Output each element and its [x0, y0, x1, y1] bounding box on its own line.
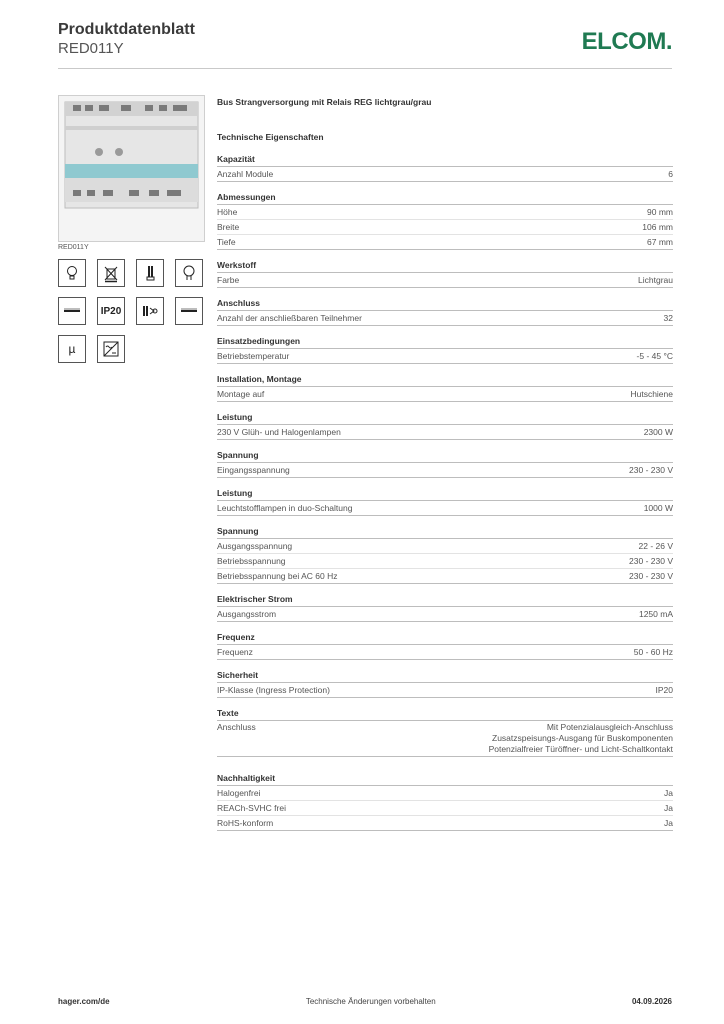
- spec-row: [217, 607, 673, 622]
- sustainability-group: [217, 773, 673, 831]
- spec-label: Betriebsspannung: [217, 556, 286, 566]
- page-title: Produktdatenblatt: [58, 21, 195, 38]
- spec-row: [217, 235, 673, 250]
- halogen-bulb-icon: [175, 259, 203, 287]
- group-title: Frequenz: [217, 632, 673, 645]
- spec-label: Höhe: [217, 207, 238, 217]
- spec-label: Eingangsspannung: [217, 465, 290, 475]
- spec-value: Ja: [664, 818, 673, 828]
- spec-group: [217, 670, 673, 698]
- spec-row: [217, 273, 673, 288]
- group-title: Leistung: [217, 412, 673, 425]
- spec-value: 90 mm: [647, 207, 673, 217]
- lamp-bulb-icon: [58, 259, 86, 287]
- spec-row: [217, 539, 673, 554]
- spec-value: 230 - 230 V: [629, 465, 673, 475]
- spec-label: REACh-SVHC frei: [217, 803, 286, 813]
- product-image: [58, 95, 205, 242]
- spec-row: [217, 425, 673, 440]
- spec-label: Anzahl der anschließbaren Teilnehmer: [217, 313, 362, 323]
- spec-row: [217, 311, 673, 326]
- power-supply-icon: [97, 335, 125, 363]
- spec-row: [217, 463, 673, 478]
- spec-group: [217, 192, 673, 250]
- header-divider: [58, 68, 672, 69]
- brand-logo: ELCOM.: [581, 28, 672, 55]
- fluorescent-lamp-icon: [136, 259, 164, 287]
- product-name: Bus Strangversorgung mit Relais REG lichtgrau/grau: [217, 97, 432, 107]
- spec-label: Anzahl Module: [217, 169, 274, 179]
- group-title: Einsatzbedingungen: [217, 336, 673, 349]
- spec-value: 230 - 230 V: [629, 556, 673, 566]
- spec-row: [217, 167, 673, 182]
- spec-group: [217, 298, 673, 326]
- waste-bin-crossed-icon: [97, 259, 125, 287]
- spec-label: Breite: [217, 222, 240, 232]
- group-title: Anschluss: [217, 298, 673, 311]
- spec-group: [217, 488, 673, 516]
- spec-group: [217, 594, 673, 622]
- spec-value: Lichtgrau: [638, 275, 673, 285]
- spec-value: Hutschiene: [630, 389, 673, 399]
- spec-label: 230 V Glüh- und Halogenlampen: [217, 427, 341, 437]
- group-title: Kapazität: [217, 154, 673, 167]
- spec-value: IP20: [655, 685, 673, 695]
- group-title: Sicherheit: [217, 670, 673, 683]
- texte-group: [217, 708, 673, 757]
- spec-label: Ausgangsstrom: [217, 609, 277, 619]
- group-title: Elektrischer Strom: [217, 594, 673, 607]
- spec-row: [217, 554, 673, 569]
- spec-label: Montage auf: [217, 389, 265, 399]
- spec-row: [217, 801, 673, 816]
- spec-value: 22 - 26 V: [638, 541, 673, 551]
- spec-value: 2300 W: [643, 427, 673, 437]
- spec-row: [217, 349, 673, 364]
- spec-label: Halogenfrei: [217, 788, 261, 798]
- group-title: Spannung: [217, 450, 673, 463]
- spec-value: 67 mm: [647, 237, 673, 247]
- spec-row: [217, 205, 673, 220]
- image-caption: RED011Y: [58, 244, 89, 251]
- spec-section: [217, 97, 673, 841]
- spec-group: [217, 526, 673, 584]
- icon-grid: [58, 259, 208, 363]
- spec-group: [217, 260, 673, 288]
- spec-label: Ausgangsspannung: [217, 541, 293, 551]
- din-rail-icon: [175, 297, 203, 325]
- spec-row: [217, 569, 673, 584]
- spec-label: Betriebstemperatur: [217, 351, 290, 361]
- spec-row: [217, 683, 673, 698]
- spec-value-line: Zusatzspeisungs-Ausgang für Buskomponenten: [492, 733, 673, 743]
- spec-value: 1000 W: [643, 503, 673, 513]
- spec-group: [217, 632, 673, 660]
- spec-row: [217, 501, 673, 516]
- section-heading: Technische Eigenschaften: [217, 132, 324, 142]
- group-title: Spannung: [217, 526, 673, 539]
- spec-label: IP-Klasse (Ingress Protection): [217, 685, 330, 695]
- spec-group: [217, 412, 673, 440]
- header: [58, 20, 195, 58]
- spec-group: [217, 374, 673, 402]
- product-code: RED011Y: [58, 40, 124, 57]
- group-title: Werkstoff: [217, 260, 673, 273]
- spec-group: [217, 336, 673, 364]
- spec-row: [217, 387, 673, 402]
- spec-value: -5 - 45 °C: [636, 351, 673, 361]
- spec-value-lines: [489, 721, 673, 756]
- spec-row: [217, 721, 673, 757]
- group-title: Nachhaltigkeit: [217, 773, 673, 786]
- spec-row: [217, 220, 673, 235]
- group-title: Abmessungen: [217, 192, 673, 205]
- spec-value: 1250 mA: [638, 609, 673, 619]
- spec-label: Anschluss: [217, 722, 256, 732]
- spec-row: [217, 645, 673, 660]
- spec-label: Betriebsspannung bei AC 60 Hz: [217, 571, 338, 581]
- spec-groups: [217, 154, 673, 698]
- spec-row: [217, 816, 673, 831]
- spec-group: [217, 450, 673, 478]
- ip20-icon: IP20: [97, 297, 125, 325]
- spec-label: Farbe: [217, 275, 240, 285]
- micro-contact-icon: µ: [58, 335, 86, 363]
- spec-value: 50 - 60 Hz: [633, 647, 673, 657]
- spec-value: 32: [663, 313, 673, 323]
- group-title: Installation, Montage: [217, 374, 673, 387]
- group-title: Texte: [217, 708, 673, 721]
- spec-row: [217, 786, 673, 801]
- spec-value: 6: [668, 169, 673, 179]
- spec-group: [217, 154, 673, 182]
- spec-label: RoHS-konform: [217, 818, 274, 828]
- relay-contact-icon: [136, 297, 164, 325]
- spec-value: Ja: [664, 788, 673, 798]
- footer-date: 04.09.2026: [631, 997, 672, 1006]
- group-title: Leistung: [217, 488, 673, 501]
- footer-note: Technische Änderungen vorbehalten: [305, 997, 436, 1006]
- spec-value-line: Potenzialfreier Türöffner- und Licht-Schaltkontakt: [488, 744, 673, 754]
- footer-url[interactable]: hager.com/de: [58, 997, 110, 1006]
- spec-value: 106 mm: [642, 222, 673, 232]
- spec-value-line: Mit Potenzialausgleich-Anschluss: [546, 722, 673, 732]
- din-rail-icon: [58, 297, 86, 325]
- spec-label: Tiefe: [217, 237, 236, 247]
- spec-label: Leuchtstofflampen in duo-Schaltung: [217, 503, 353, 513]
- footer: [58, 997, 672, 1006]
- spec-label: Frequenz: [217, 647, 253, 657]
- spec-value: Ja: [664, 803, 673, 813]
- spec-value: 230 - 230 V: [629, 571, 673, 581]
